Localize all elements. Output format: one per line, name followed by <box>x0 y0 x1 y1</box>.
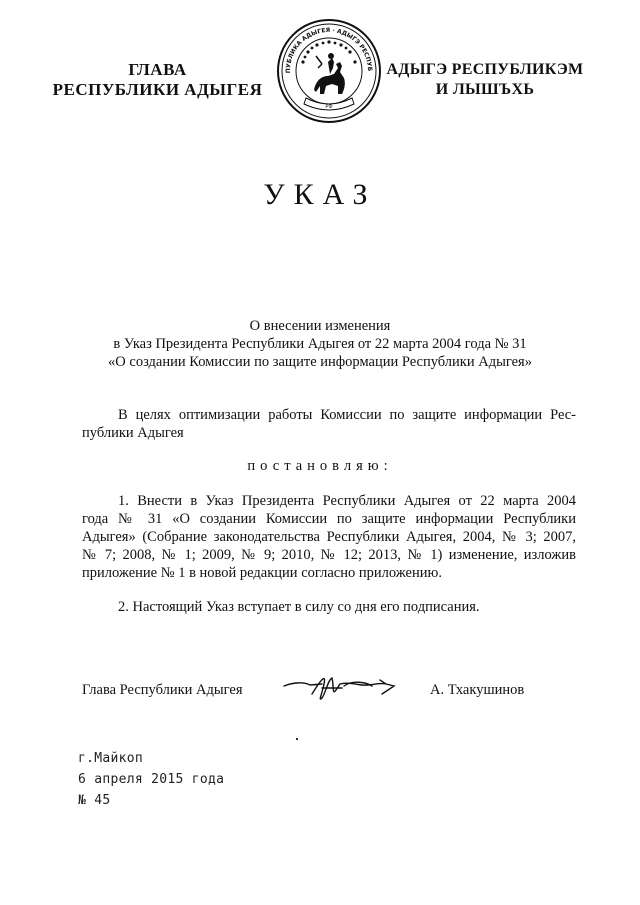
paragraph-line: приложение № 1 в новой редакции согласно приложению. <box>82 565 442 581</box>
signing-date: 6 апреля 2015 года <box>78 772 225 787</box>
paragraph-line: В целях оптимизации работы Комиссии по защите информации Рес- <box>118 407 576 423</box>
paragraph-line: 2. Настоящий Указ вступает в силу со дня его подписания. <box>118 599 480 615</box>
signatory-role: Глава Республики Адыгея <box>82 682 243 698</box>
subject-line: в Указ Президента Республики Адыгея от 22 марта 2004 года № 31 <box>113 336 527 352</box>
document-subject <box>60 317 580 371</box>
svg-text:РФ: РФ <box>325 104 333 110</box>
signatory-name: А. Тхакушинов <box>430 682 525 698</box>
subject-line: О внесении изменения <box>249 318 391 334</box>
issuer-title-adyghe <box>385 60 585 100</box>
decree-word: постановляю: <box>247 458 393 474</box>
svg-text:РЕСПУБЛИКА АДЫГЕЯ · АДЫГЭ РЕСП <box>276 18 373 73</box>
place-of-signing: г.Майкоп <box>78 751 144 766</box>
paragraph-line: Адыгея» (Собрание законодательства Республики Адыгея, 2004, № 3; 2007, <box>82 529 576 545</box>
subject-line: «О создании Комиссии по защите информации Республики Адыгея» <box>108 354 532 370</box>
decree-number: № 45 <box>78 793 111 808</box>
issuer-title-russian <box>40 60 275 100</box>
clause-2 <box>82 598 576 616</box>
paragraph-line: 1. Внести в Указ Президента Республики Адыгея от 22 марта 2004 <box>118 493 576 509</box>
document-title: УКАЗ <box>263 178 377 211</box>
preamble-paragraph <box>82 406 576 442</box>
paragraph-line: № 7; 2008, № 1; 2009, № 9; 2010, № 12; 2013, № 1) изменение, изложив <box>82 547 576 563</box>
handwritten-signature <box>282 672 410 706</box>
issuer-title-line1: ГЛАВА <box>128 60 187 79</box>
paragraph-line: года № 31 «О создании Комиссии по защите информации Республики <box>82 511 576 527</box>
scan-speck <box>296 738 298 740</box>
state-emblem-seal <box>276 18 382 124</box>
clause-1 <box>82 492 576 582</box>
issuer-title-line2: РЕСПУБЛИКИ АДЫГЕЯ <box>52 80 263 99</box>
issuer-title-adyghe-line2: И ЛЫШЪХЬ <box>435 81 535 98</box>
paragraph-line: публики Адыгея <box>82 425 184 441</box>
issuer-title-adyghe-line1: АДЫГЭ РЕСПУБЛИКЭМ <box>386 61 584 78</box>
emblem-ring-lettering: ПУБЛИКА АДЫГЕЯ · АДЫГЭ РЕСПУБ <box>284 26 374 74</box>
